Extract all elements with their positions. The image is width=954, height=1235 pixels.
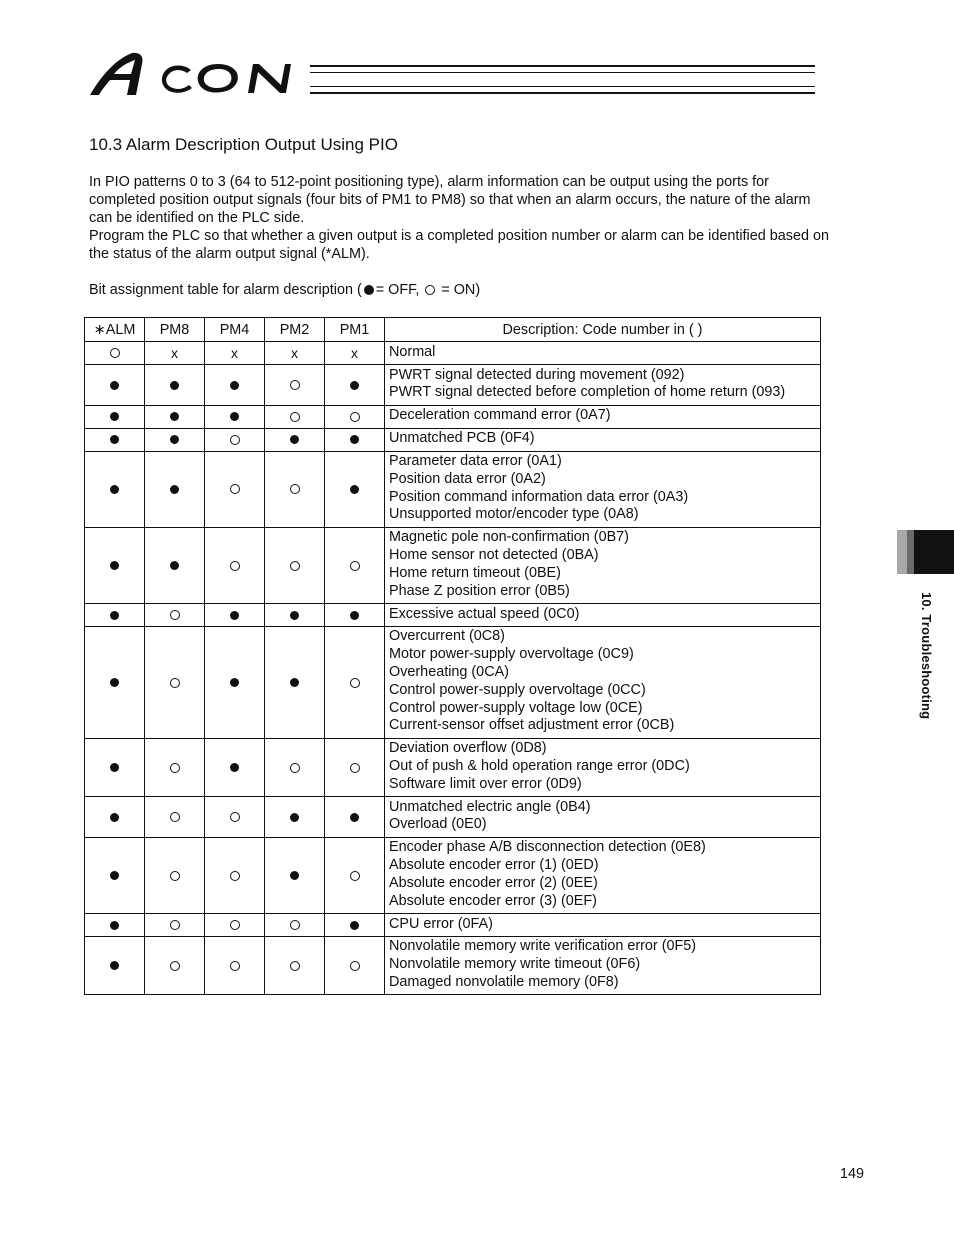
filled-circle-icon [290, 611, 299, 620]
bit-cell [265, 342, 325, 365]
column-header-pm1: PM1 [325, 318, 385, 342]
bit-cell [325, 936, 385, 994]
bit-cell [265, 913, 325, 936]
alarm-description: Position command information data error (0A3) [389, 488, 689, 505]
table-row [85, 603, 821, 626]
alarm-description: PWRT signal detected during movement (092) [389, 366, 685, 383]
bit-cell [205, 527, 265, 603]
description-cell [385, 365, 821, 406]
alarm-description: Magnetic pole non-confirmation (0B7) [389, 529, 629, 546]
table-row [85, 428, 821, 451]
table-row [85, 936, 821, 994]
description-cell [385, 342, 821, 365]
bit-cell [265, 738, 325, 796]
alarm-description: Absolute encoder error (1) (0ED) [389, 857, 599, 874]
description-cell [385, 626, 821, 738]
alarm-description: CPU error (0FA) [389, 915, 493, 932]
bit-cell [265, 428, 325, 451]
open-circle-icon [230, 812, 240, 822]
caption-prefix: Bit assignment table for alarm description ( [89, 282, 362, 298]
alarm-description: Overheating (0CA) [389, 664, 509, 681]
filled-circle-icon [170, 412, 179, 421]
open-circle-icon [425, 285, 435, 295]
dont-care-mark: x [291, 344, 298, 361]
alarm-description: Position data error (0A2) [389, 470, 546, 487]
bit-cell [325, 738, 385, 796]
alarm-description: Software limit over error (0D9) [389, 775, 582, 792]
description-cell [385, 837, 821, 913]
open-circle-icon [350, 561, 360, 571]
section-title: 10.3 Alarm Description Output Using PIO [89, 135, 398, 154]
open-circle-icon [170, 920, 180, 930]
filled-circle-icon [110, 611, 119, 620]
caption-off-label: = OFF, [375, 282, 424, 298]
open-circle-icon [230, 561, 240, 571]
bit-cell [85, 797, 145, 838]
caption-on-label: = ON) [437, 282, 481, 298]
filled-circle-icon [110, 435, 119, 444]
bit-cell [325, 428, 385, 451]
filled-circle-icon [110, 813, 119, 822]
dont-care-mark: x [231, 344, 238, 361]
bit-cell [145, 936, 205, 994]
bit-cell [205, 451, 265, 527]
bit-cell [145, 342, 205, 365]
alarm-description: Home sensor not detected (0BA) [389, 547, 599, 564]
dont-care-mark: x [351, 344, 358, 361]
filled-circle-icon [110, 678, 119, 687]
column-header-pm8: PM8 [145, 318, 205, 342]
bit-cell [325, 405, 385, 428]
alarm-description: Motor power-supply overvoltage (0C9) [389, 646, 634, 663]
bit-cell [145, 603, 205, 626]
bit-cell [325, 603, 385, 626]
alarm-description: Damaged nonvolatile memory (0F8) [389, 974, 619, 991]
bit-cell [145, 365, 205, 406]
filled-circle-icon [230, 763, 239, 772]
description-cell [385, 797, 821, 838]
bit-cell [85, 913, 145, 936]
open-circle-icon [350, 763, 360, 773]
open-circle-icon [170, 812, 180, 822]
filled-circle-icon [290, 813, 299, 822]
table-row [85, 797, 821, 838]
filled-circle-icon [290, 678, 299, 687]
alarm-description: Overcurrent (0C8) [389, 628, 505, 645]
alarm-description: Deceleration command error (0A7) [389, 407, 611, 424]
alarm-description: Control power-supply overvoltage (0CC) [389, 681, 646, 698]
alarm-description: Nonvolatile memory write timeout (0F6) [389, 956, 641, 973]
header-rule [310, 65, 815, 67]
filled-circle-icon [110, 381, 119, 390]
bit-cell [85, 365, 145, 406]
table-row [85, 405, 821, 428]
bit-cell [205, 428, 265, 451]
filled-circle-icon [290, 871, 299, 880]
alarm-description: Unmatched electric angle (0B4) [389, 798, 591, 815]
chapter-tab [897, 530, 954, 574]
filled-circle-icon [110, 485, 119, 494]
bit-cell [205, 797, 265, 838]
bit-cell [145, 913, 205, 936]
open-circle-icon [290, 484, 300, 494]
intro-text [89, 173, 834, 263]
filled-circle-icon [350, 381, 359, 390]
description-cell [385, 527, 821, 603]
bit-cell [85, 738, 145, 796]
bit-cell [85, 837, 145, 913]
bit-cell [85, 451, 145, 527]
header-rule [310, 72, 815, 73]
open-circle-icon [350, 678, 360, 688]
filled-circle-icon [230, 611, 239, 620]
filled-circle-icon [290, 435, 299, 444]
bit-cell [265, 936, 325, 994]
filled-circle-icon [230, 381, 239, 390]
alarm-description: Out of push & hold operation range error (0DC) [389, 758, 690, 775]
table-row [85, 365, 821, 406]
alarm-description: Encoder phase A/B disconnection detection (0E8) [389, 839, 706, 856]
bit-cell [325, 527, 385, 603]
bit-cell [265, 837, 325, 913]
filled-circle-icon [170, 435, 179, 444]
bit-cell [85, 936, 145, 994]
intro-paragraph: In PIO patterns 0 to 3 (64 to 512-point positioning type), alarm information can be output using the ports for completed position output signals (four bits of PM1 to PM8) so that when an alarm occurs, the nature of the alarm can be identified on the PLC side. [89, 174, 811, 226]
bit-cell [325, 365, 385, 406]
open-circle-icon [170, 961, 180, 971]
bit-cell [205, 936, 265, 994]
bit-cell [85, 342, 145, 365]
open-circle-icon [290, 920, 300, 930]
bit-cell [325, 797, 385, 838]
table-row [85, 738, 821, 796]
bit-cell [145, 837, 205, 913]
intro-paragraph: Program the PLC so that whether a given output is a completed position number or alarm can be identified based on the status of the alarm output signal (*ALM). [89, 228, 829, 262]
bit-cell [145, 527, 205, 603]
description-cell [385, 451, 821, 527]
table-row [85, 626, 821, 738]
bit-cell [265, 797, 325, 838]
alarm-description: Home return timeout (0BE) [389, 564, 561, 581]
column-header-description: Description: Code number in ( ) [385, 318, 821, 342]
bit-cell [205, 603, 265, 626]
dont-care-mark: x [171, 344, 178, 361]
open-circle-icon [290, 961, 300, 971]
alarm-description: Unmatched PCB (0F4) [389, 430, 535, 447]
description-cell [385, 603, 821, 626]
bit-cell [85, 428, 145, 451]
table-row [85, 527, 821, 603]
acon-logo [88, 50, 310, 100]
column-header-pm4: PM4 [205, 318, 265, 342]
alarm-description: Unsupported motor/encoder type (0A8) [389, 506, 639, 523]
filled-circle-icon [230, 678, 239, 687]
filled-circle-icon [170, 381, 179, 390]
bit-cell [265, 365, 325, 406]
page-header [88, 50, 818, 100]
header-rule [310, 92, 815, 94]
alarm-description: Nonvolatile memory write verification error (0F5) [389, 938, 697, 955]
description-cell [385, 913, 821, 936]
table-body [85, 342, 821, 995]
alarm-description: Deviation overflow (0D8) [389, 740, 547, 757]
alarm-description: PWRT signal detected before completion of home return (093) [389, 384, 786, 401]
table-header-row [85, 318, 821, 342]
open-circle-icon [230, 484, 240, 494]
filled-circle-icon [364, 285, 374, 295]
alarm-description: Current-sensor offset adjustment error (0CB) [389, 717, 675, 734]
filled-circle-icon [110, 763, 119, 772]
bit-cell [265, 626, 325, 738]
bit-cell [265, 405, 325, 428]
alarm-description: Control power-supply voltage low (0CE) [389, 699, 643, 716]
description-cell [385, 405, 821, 428]
open-circle-icon [110, 348, 120, 358]
bit-cell [145, 405, 205, 428]
description-cell [385, 936, 821, 994]
column-header-pm2: PM2 [265, 318, 325, 342]
bit-cell [85, 626, 145, 738]
open-circle-icon [290, 412, 300, 422]
open-circle-icon [230, 920, 240, 930]
column-header-alm: ∗ALM [85, 318, 145, 342]
open-circle-icon [230, 435, 240, 445]
chapter-tab-shade [897, 530, 907, 574]
alarm-description: Phase Z position error (0B5) [389, 582, 570, 599]
filled-circle-icon [110, 871, 119, 880]
filled-circle-icon [170, 561, 179, 570]
open-circle-icon [170, 763, 180, 773]
bit-cell [265, 603, 325, 626]
open-circle-icon [170, 610, 180, 620]
chapter-tab-block [914, 530, 954, 574]
filled-circle-icon [110, 961, 119, 970]
alarm-description: Excessive actual speed (0C0) [389, 605, 580, 622]
bit-cell [325, 451, 385, 527]
open-circle-icon [230, 961, 240, 971]
alarm-description: Overload (0E0) [389, 816, 487, 833]
bit-cell [85, 603, 145, 626]
filled-circle-icon [170, 485, 179, 494]
bit-cell [325, 342, 385, 365]
open-circle-icon [290, 763, 300, 773]
bit-cell [145, 428, 205, 451]
open-circle-icon [170, 678, 180, 688]
filled-circle-icon [350, 611, 359, 620]
table-row [85, 913, 821, 936]
open-circle-icon [290, 380, 300, 390]
bit-cell [325, 913, 385, 936]
filled-circle-icon [350, 921, 359, 930]
page-number: 149 [840, 1166, 865, 1182]
open-circle-icon [290, 561, 300, 571]
alarm-description: Absolute encoder error (3) (0EF) [389, 892, 597, 909]
open-circle-icon [170, 871, 180, 881]
bit-cell [265, 527, 325, 603]
bit-cell [145, 626, 205, 738]
alarm-description: Absolute encoder error (2) (0EE) [389, 874, 598, 891]
alarm-bit-table [84, 317, 821, 995]
filled-circle-icon [110, 561, 119, 570]
filled-circle-icon [350, 813, 359, 822]
alarm-description: Normal [389, 343, 436, 360]
table-row [85, 342, 821, 365]
filled-circle-icon [350, 435, 359, 444]
open-circle-icon [350, 412, 360, 422]
bit-cell [325, 837, 385, 913]
bit-cell [85, 527, 145, 603]
alarm-description: Parameter data error (0A1) [389, 453, 562, 470]
filled-circle-icon [110, 921, 119, 930]
table-row [85, 837, 821, 913]
open-circle-icon [230, 871, 240, 881]
bit-cell [205, 405, 265, 428]
description-cell [385, 428, 821, 451]
chapter-tab-shade [907, 530, 914, 574]
filled-circle-icon [350, 485, 359, 494]
bit-cell [145, 451, 205, 527]
bit-cell [265, 451, 325, 527]
bit-cell [205, 913, 265, 936]
filled-circle-icon [230, 412, 239, 421]
bit-cell [145, 797, 205, 838]
table-row [85, 451, 821, 527]
bit-cell [325, 626, 385, 738]
bit-cell [205, 365, 265, 406]
description-cell [385, 738, 821, 796]
bit-cell [85, 405, 145, 428]
filled-circle-icon [110, 412, 119, 421]
header-rule [310, 86, 815, 87]
bit-cell [205, 626, 265, 738]
bit-cell [205, 837, 265, 913]
table-caption [89, 281, 480, 299]
open-circle-icon [350, 871, 360, 881]
bit-cell [205, 342, 265, 365]
chapter-label: 10. Troubleshooting [919, 592, 934, 720]
bit-cell [145, 738, 205, 796]
bit-cell [205, 738, 265, 796]
open-circle-icon [350, 961, 360, 971]
